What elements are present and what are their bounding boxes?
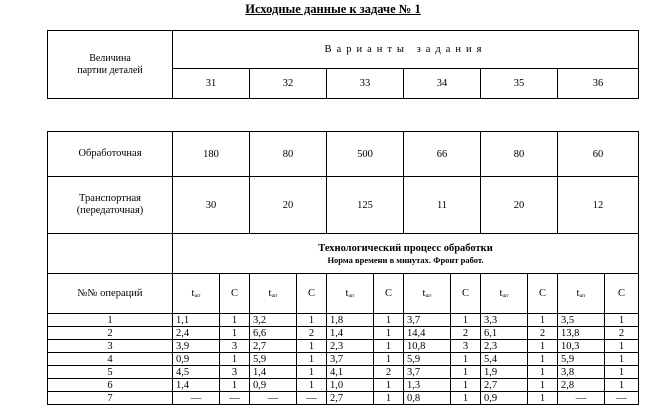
- time-norm-cell: 5,9: [404, 353, 451, 366]
- time-subscript: шт: [579, 294, 586, 299]
- time-norm-cell: 1,1: [173, 314, 220, 327]
- workers-cell: 2: [451, 327, 481, 340]
- workers-cell: —: [605, 392, 639, 405]
- lot-value: 60: [558, 132, 639, 177]
- lot-value: 11: [404, 177, 481, 234]
- workers-cell: 3: [220, 366, 250, 379]
- time-subscript: шт: [425, 294, 432, 299]
- workers-cell: 1: [297, 314, 327, 327]
- time-norm-cell: 14,4: [404, 327, 451, 340]
- time-norm-cell: 2,4: [173, 327, 220, 340]
- time-norm-cell: 0,9: [481, 392, 528, 405]
- variants-header: Варианты задания: [173, 31, 639, 69]
- lot-value: 500: [327, 132, 404, 177]
- time-symbol: t: [268, 288, 272, 299]
- workers-header: С: [605, 274, 639, 314]
- workers-cell: 1: [374, 340, 404, 353]
- time-norm-cell: 2,7: [250, 340, 297, 353]
- workers-cell: 1: [451, 366, 481, 379]
- time-symbol: t: [576, 288, 580, 299]
- workers-cell: 1: [605, 314, 639, 327]
- variant-number: 36: [558, 69, 639, 99]
- workers-cell: 1: [451, 353, 481, 366]
- variant-number: 32: [250, 69, 327, 99]
- variants-header-table: [47, 30, 639, 99]
- time-norm-cell: 3,7: [327, 353, 374, 366]
- operation-row: [48, 340, 639, 353]
- lot-row: [48, 132, 639, 177]
- lot-value: 20: [250, 177, 327, 234]
- operations-header-row: [48, 274, 639, 314]
- operation-number: 6: [48, 379, 173, 392]
- lot-value: 180: [173, 132, 250, 177]
- lot-label: Транспортная (передаточная): [48, 177, 173, 234]
- lot-row: [48, 177, 639, 234]
- time-norm-cell: 2,3: [327, 340, 374, 353]
- operation-row: [48, 392, 639, 405]
- workers-cell: 2: [297, 327, 327, 340]
- time-norm-cell: 3,5: [558, 314, 605, 327]
- time-norm-cell: 4,5: [173, 366, 220, 379]
- operation-row: [48, 379, 639, 392]
- time-norm-cell: —: [250, 392, 297, 405]
- operation-row: [48, 366, 639, 379]
- operation-number: 4: [48, 353, 173, 366]
- lot-value: 30: [173, 177, 250, 234]
- time-norm-cell: 5,4: [481, 353, 528, 366]
- workers-cell: 1: [297, 340, 327, 353]
- time-norm-cell: 6,1: [481, 327, 528, 340]
- time-norm-cell: 3,9: [173, 340, 220, 353]
- time-norm-cell: 0,9: [250, 379, 297, 392]
- workers-cell: 1: [220, 353, 250, 366]
- lot-label: Обработочная: [48, 132, 173, 177]
- time-subscript: шт: [502, 294, 509, 299]
- lot-value: 12: [558, 177, 639, 234]
- time-norm-cell: 1,8: [327, 314, 374, 327]
- time-norm-cell: 3,8: [558, 366, 605, 379]
- time-norm-cell: 13,8: [558, 327, 605, 340]
- workers-cell: —: [220, 392, 250, 405]
- time-norm-cell: 1,4: [327, 327, 374, 340]
- workers-cell: 1: [528, 340, 558, 353]
- workers-cell: 1: [605, 353, 639, 366]
- time-norm-cell: 2,7: [327, 392, 374, 405]
- workers-cell: 1: [451, 379, 481, 392]
- workers-cell: —: [297, 392, 327, 405]
- time-norm-cell: 6,6: [250, 327, 297, 340]
- workers-cell: 1: [451, 314, 481, 327]
- workers-header: С: [451, 274, 481, 314]
- lot-value: 66: [404, 132, 481, 177]
- workers-cell: 1: [528, 392, 558, 405]
- time-norm-header: [481, 274, 528, 314]
- workers-cell: 3: [451, 340, 481, 353]
- operation-number: 1: [48, 314, 173, 327]
- process-header: [173, 234, 639, 274]
- workers-cell: 1: [220, 314, 250, 327]
- time-norm-cell: —: [173, 392, 220, 405]
- workers-cell: 1: [451, 392, 481, 405]
- time-norm-cell: 1,4: [173, 379, 220, 392]
- lot-value: 125: [327, 177, 404, 234]
- workers-header: С: [220, 274, 250, 314]
- workers-cell: 1: [297, 379, 327, 392]
- time-norm-cell: 3,7: [404, 366, 451, 379]
- blank-cell: [48, 234, 173, 274]
- time-norm-cell: 0,9: [173, 353, 220, 366]
- time-norm-header: [327, 274, 374, 314]
- time-norm-cell: 1,0: [327, 379, 374, 392]
- workers-cell: 2: [528, 327, 558, 340]
- process-title: Технологический процесс обработки: [318, 242, 493, 254]
- time-norm-cell: —: [558, 392, 605, 405]
- lot-value: 20: [481, 177, 558, 234]
- time-norm-cell: 5,9: [250, 353, 297, 366]
- time-norm-cell: 10,3: [558, 340, 605, 353]
- time-norm-cell: 2,7: [481, 379, 528, 392]
- workers-cell: 1: [528, 353, 558, 366]
- process-subtitle: Норма времени в минутах. Фронт работ.: [327, 254, 484, 265]
- time-norm-cell: 3,3: [481, 314, 528, 327]
- time-symbol: t: [345, 288, 349, 299]
- time-norm-cell: 1,3: [404, 379, 451, 392]
- workers-header: С: [297, 274, 327, 314]
- operations-label: №№ операций: [48, 274, 173, 314]
- workers-cell: 1: [374, 353, 404, 366]
- time-norm-cell: 4,1: [327, 366, 374, 379]
- workers-cell: 1: [374, 379, 404, 392]
- operation-row: [48, 314, 639, 327]
- variant-number: 35: [481, 69, 558, 99]
- variant-number: 34: [404, 69, 481, 99]
- workers-cell: 1: [528, 379, 558, 392]
- lot-size-header: Величина партии деталей: [48, 31, 173, 99]
- workers-cell: 1: [605, 379, 639, 392]
- time-norm-cell: 10,8: [404, 340, 451, 353]
- workers-cell: 1: [374, 314, 404, 327]
- operation-number: 7: [48, 392, 173, 405]
- time-norm-cell: 1,9: [481, 366, 528, 379]
- workers-cell: 1: [605, 340, 639, 353]
- operation-number: 3: [48, 340, 173, 353]
- workers-cell: 1: [528, 366, 558, 379]
- time-norm-header: [250, 274, 297, 314]
- variant-number: 33: [327, 69, 404, 99]
- operation-number: 5: [48, 366, 173, 379]
- time-norm-cell: 0,8: [404, 392, 451, 405]
- operation-number: 2: [48, 327, 173, 340]
- workers-cell: 1: [297, 366, 327, 379]
- page-title: Исходные данные к задаче № 1: [245, 2, 421, 16]
- workers-cell: 1: [605, 366, 639, 379]
- variant-number: 31: [173, 69, 250, 99]
- workers-cell: 2: [605, 327, 639, 340]
- time-norm-header: [173, 274, 220, 314]
- workers-header: С: [374, 274, 404, 314]
- time-norm-cell: 2,8: [558, 379, 605, 392]
- time-norm-cell: 2,3: [481, 340, 528, 353]
- workers-cell: 2: [374, 366, 404, 379]
- time-norm-header: [404, 274, 451, 314]
- workers-cell: 1: [220, 327, 250, 340]
- time-symbol: t: [499, 288, 503, 299]
- input-data-table: [47, 131, 639, 405]
- workers-cell: 1: [374, 392, 404, 405]
- operation-row: [48, 327, 639, 340]
- time-subscript: шт: [271, 294, 278, 299]
- time-norm-cell: 3,2: [250, 314, 297, 327]
- time-norm-cell: 3,7: [404, 314, 451, 327]
- workers-cell: 1: [374, 327, 404, 340]
- workers-cell: 1: [528, 314, 558, 327]
- lot-value: 80: [481, 132, 558, 177]
- workers-cell: 1: [220, 379, 250, 392]
- time-symbol: t: [191, 288, 195, 299]
- workers-cell: 1: [297, 353, 327, 366]
- operation-row: [48, 353, 639, 366]
- time-subscript: шт: [348, 294, 355, 299]
- time-norm-cell: 5,9: [558, 353, 605, 366]
- time-norm-header: [558, 274, 605, 314]
- time-subscript: шт: [194, 294, 201, 299]
- workers-header: С: [528, 274, 558, 314]
- workers-cell: 3: [220, 340, 250, 353]
- lot-value: 80: [250, 132, 327, 177]
- time-norm-cell: 1,4: [250, 366, 297, 379]
- time-symbol: t: [422, 288, 426, 299]
